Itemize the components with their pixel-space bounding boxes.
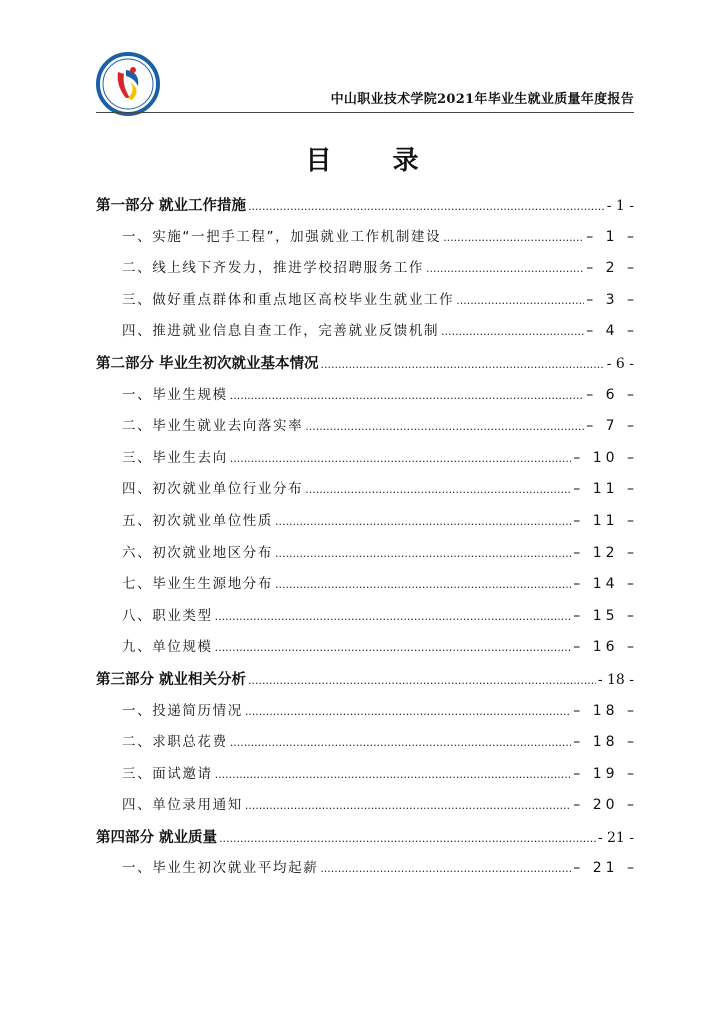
toc-entry-page: - 6 - (606, 355, 634, 372)
toc-entry-label: 三、做好重点群体和重点地区高校毕业生就业工作 (122, 291, 455, 308)
toc-section-entry[interactable] (96, 538, 638, 570)
toc-leader-dots (275, 569, 571, 601)
toc-entry-page: – 18 – (573, 734, 638, 751)
header-divider (96, 112, 634, 113)
toc-section-entry[interactable] (96, 853, 638, 885)
toc-leader-dots (230, 380, 584, 412)
toc-leader-dots (441, 316, 584, 348)
toc-entry-page: – 12 – (573, 544, 638, 561)
toc-leader-dots (275, 538, 571, 570)
report-header-title: 中山职业技术学院2021年毕业生就业质量年度报告 (330, 92, 634, 107)
toc-entry-label: 一、毕业生初次就业平均起薪 (122, 860, 319, 877)
school-emblem-logo (96, 52, 160, 116)
toc-entry-page: – 19 – (573, 765, 638, 782)
toc-part-entry[interactable] (96, 664, 634, 696)
toc-section-entry[interactable] (96, 443, 638, 475)
toc-entry-label: 三、面试邀请 (122, 765, 213, 782)
toc-entry-label: 八、职业类型 (122, 607, 213, 624)
toc-entry-label: 一、投递简历情况 (122, 702, 243, 719)
toc-entry-page: – 10 – (573, 449, 638, 466)
toc-leader-dots (230, 443, 572, 475)
toc-entry-label: 四、初次就业单位行业分布 (122, 481, 304, 498)
toc-section-entry[interactable] (96, 506, 638, 538)
toc-entry-label: 七、毕业生生源地分布 (122, 576, 273, 593)
toc-entry-label: 一、毕业生规模 (122, 386, 228, 403)
toc-entry-label: 四、推进就业信息自查工作，完善就业反馈机制 (122, 323, 440, 340)
toc-entry-label: 九、单位规模 (122, 639, 213, 656)
toc-leader-dots (248, 665, 596, 697)
toc-entry-page: - 1 - (606, 198, 634, 214)
toc-entry-label: 第二部分 毕业生初次就业基本情况 (96, 354, 319, 372)
toc-entry-label: 第一部分 就业工作措施 (96, 197, 247, 214)
toc-entry-label: 二、线上线下齐发力，推进学校招聘服务工作 (122, 260, 424, 277)
toc-entry-page: – 4 – (586, 323, 638, 340)
toc-entry-page: – 11 – (573, 512, 638, 529)
toc-leader-dots (321, 349, 605, 381)
toc-section-entry[interactable] (96, 790, 638, 822)
toc-entry-label: 二、毕业生就业去向落实率 (122, 418, 304, 435)
toc-entry-page: – 16 – (573, 639, 638, 656)
toc-leader-dots (219, 823, 596, 855)
toc-title: 目 录 (305, 146, 445, 176)
toc-section-entry[interactable] (96, 727, 638, 759)
toc-section-entry[interactable] (96, 759, 638, 791)
toc-entry-label: 一、实施“一把手工程”，加强就业工作机制建设 (122, 228, 442, 245)
toc-section-entry[interactable] (96, 474, 638, 506)
toc-entry-page: – 1 – (586, 228, 638, 245)
toc-entry-page: - 18 - (597, 671, 634, 688)
toc-entry-label: 五、初次就业单位性质 (122, 512, 273, 529)
toc-entry-page: – 3 – (586, 291, 638, 308)
toc-section-entry[interactable] (96, 316, 638, 348)
toc-entry-label: 六、初次就业地区分布 (122, 544, 273, 561)
toc-entry-label: 三、毕业生去向 (122, 449, 228, 466)
toc-leader-dots (248, 191, 605, 223)
toc-entry-page: – 14 – (573, 576, 638, 593)
toc-leader-dots (215, 632, 572, 664)
toc-entry-page: – 20 – (573, 797, 638, 814)
toc-section-entry[interactable] (96, 285, 638, 317)
toc-section-entry[interactable] (96, 380, 638, 412)
school-emblem-icon (96, 52, 160, 116)
toc-part-entry[interactable] (96, 190, 634, 222)
toc-leader-dots (215, 601, 572, 633)
toc-entry-page: - 21 - (597, 829, 634, 846)
toc-section-entry[interactable] (96, 601, 638, 633)
table-of-contents (96, 190, 638, 885)
toc-section-entry[interactable] (96, 569, 638, 601)
toc-section-entry[interactable] (96, 222, 638, 254)
toc-entry-label: 第四部分 就业质量 (96, 828, 218, 846)
toc-leader-dots (456, 285, 584, 317)
toc-leader-dots (426, 253, 584, 285)
toc-leader-dots (320, 853, 571, 885)
toc-entry-label: 第三部分 就业相关分析 (96, 670, 247, 688)
toc-entry-page: – 21 – (573, 860, 638, 877)
toc-leader-dots (245, 696, 571, 728)
toc-entry-label: 四、单位录用通知 (122, 797, 243, 814)
toc-section-entry[interactable] (96, 411, 638, 443)
toc-leader-dots (275, 506, 571, 538)
toc-leader-dots (305, 411, 584, 443)
toc-section-entry[interactable] (96, 253, 638, 285)
toc-entry-page: – 18 – (573, 702, 638, 719)
toc-entry-page: – 7 – (586, 418, 638, 435)
toc-leader-dots (305, 474, 571, 506)
toc-entry-page: – 11 – (573, 481, 638, 498)
toc-entry-label: 二、求职总花费 (122, 734, 228, 751)
toc-part-entry[interactable] (96, 348, 634, 380)
toc-leader-dots (215, 759, 572, 791)
toc-entry-page: – 15 – (573, 607, 638, 624)
toc-leader-dots (443, 222, 584, 254)
toc-leader-dots (230, 727, 572, 759)
toc-part-entry[interactable] (96, 822, 634, 854)
toc-section-entry[interactable] (96, 696, 638, 728)
toc-entry-page: – 6 – (586, 386, 638, 403)
toc-leader-dots (245, 790, 571, 822)
toc-entry-page: – 2 – (586, 260, 638, 277)
toc-section-entry[interactable] (96, 632, 638, 664)
